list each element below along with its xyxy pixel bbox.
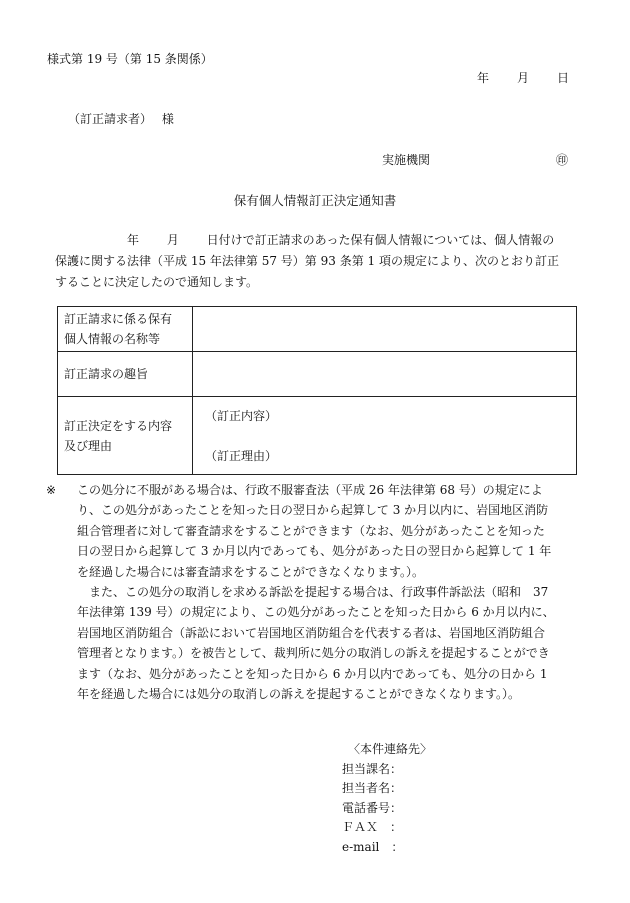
row-label-request-purpose: 訂正請求の趣旨 bbox=[58, 352, 193, 397]
table-row bbox=[58, 397, 577, 475]
intro-line: することに決定したので通知します。 bbox=[55, 275, 259, 289]
date-line bbox=[477, 69, 569, 86]
date-month: 月 bbox=[517, 71, 530, 85]
notice-line: ます（なお、処分があったことを知った日から 6 か月以内であっても、処分の日から 1 bbox=[77, 666, 548, 681]
issuer: 実施機関 bbox=[382, 153, 431, 167]
contact-heading: 〈本件連絡先〉 bbox=[348, 742, 433, 756]
notice-block bbox=[46, 480, 586, 704]
asterisk-mark: ※ bbox=[46, 483, 57, 497]
contact-email-label: e-mail ： bbox=[342, 839, 404, 854]
decision-table bbox=[57, 306, 577, 475]
row-label-info-name: 訂正請求に係る保有 個人情報の名称等 bbox=[58, 307, 193, 352]
notice-line: 組合管理者に対して審査請求をすることができます（なお、処分があったことを知った bbox=[77, 523, 545, 538]
date-year: 年 bbox=[477, 71, 490, 85]
intro-line: 保護に関する法律（平成 15 年法律第 57 号）第 93 条第 1 項の規定により、次のとおり訂正 bbox=[55, 254, 559, 268]
contact-phone-label: 電話番号： bbox=[342, 800, 403, 815]
contact-block bbox=[342, 740, 432, 857]
contact-fax-label: ＦＡＸ ： bbox=[342, 820, 403, 834]
intro-line: 年 月 日付けで訂正請求のあった保有個人情報については、個人情報の bbox=[55, 233, 555, 247]
addressee: （訂正請求者） 様 bbox=[68, 112, 174, 126]
row-label-decision: 訂正決定をする内容 及び理由 bbox=[58, 397, 193, 475]
notice-line: 岩国地区消防組合（訴訟において岩国地区消防組合を代表する者は、岩国地区消防組合 bbox=[77, 625, 546, 640]
notice-line: り、この処分があったことを知った日の翌日から起算して 3 か月以内に、岩国地区消防 bbox=[77, 503, 549, 518]
notice-line: 日の翌日から起算して 3 か月以内であっても、処分があった日の翌日から起算して 1 年 bbox=[77, 544, 552, 559]
correction-reason-label: （訂正理由） bbox=[205, 448, 278, 463]
notice-line: ※ この処分に不服がある場合は、行政不服審査法（平成 26 年法律第 68 号）の規定によ bbox=[46, 480, 586, 500]
notice-line: 管理者となります。）を被告として、裁判所に処分の取消しの訴えを提起することができ bbox=[77, 646, 550, 661]
correction-content-label: （訂正内容） bbox=[205, 408, 278, 423]
date-day: 日 bbox=[557, 71, 570, 85]
notice-line: を経過した場合には審査請求をすることができなくなります。）。 bbox=[77, 564, 425, 579]
row-value-info-name bbox=[193, 307, 577, 352]
table-row bbox=[58, 307, 577, 352]
form-number: 様式第 19 号（第 15 条関係） bbox=[47, 52, 213, 66]
table-row bbox=[58, 352, 577, 397]
row-value-request-purpose bbox=[193, 352, 577, 397]
notice-line: 年を経過した場合には処分の取消しの訴えを提起することができなくなります。）。 bbox=[77, 687, 521, 702]
row-value-decision bbox=[193, 397, 577, 475]
notice-line: また、この処分の取消しを求める訴訟を提起する場合は、行政事件訴訟法（昭和 37 bbox=[77, 585, 549, 600]
contact-section-label: 担当課名： bbox=[342, 761, 403, 776]
contact-person-label: 担当者名： bbox=[342, 781, 403, 795]
notice-line: 年法律第 139 号）の規定により、この処分があったことを知った日から 6 か月以内に、 bbox=[77, 605, 555, 620]
intro-paragraph bbox=[55, 230, 585, 293]
document-title: 保有個人情報訂正決定通知書 bbox=[233, 193, 397, 208]
seal-icon: ㊞ bbox=[556, 153, 569, 167]
